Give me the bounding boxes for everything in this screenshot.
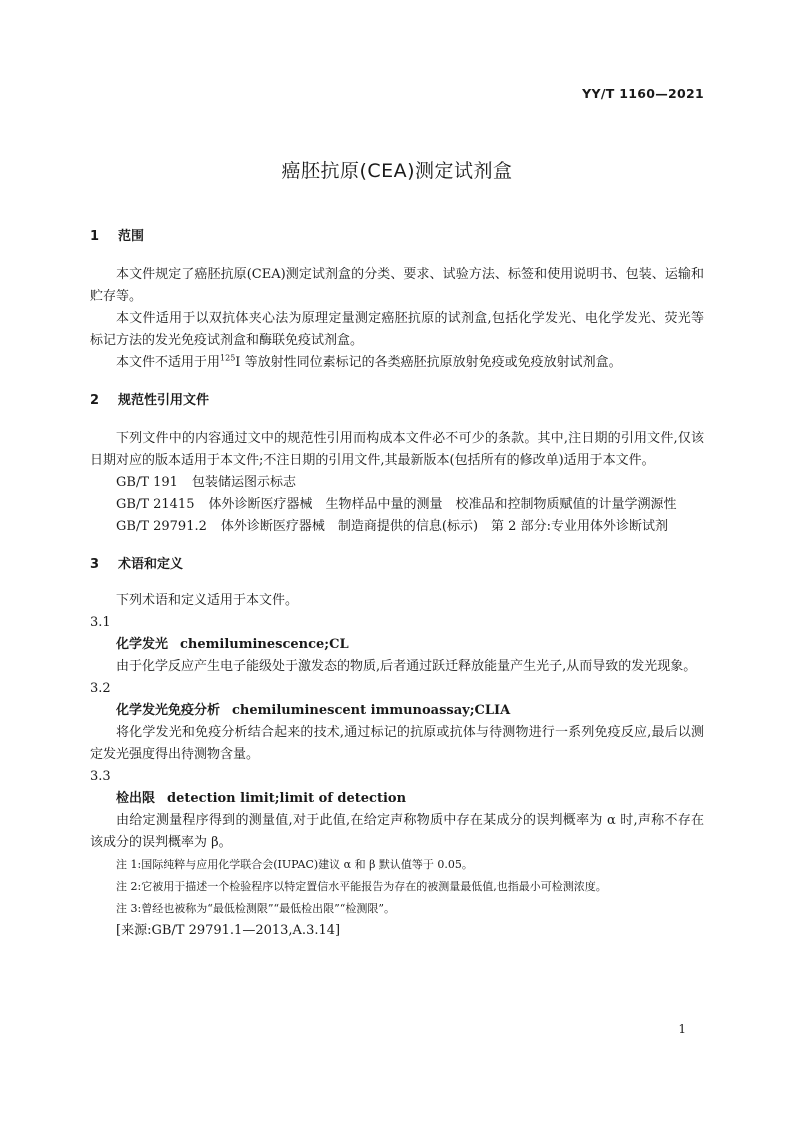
reference-title: 体外诊断医疗器械 生物样品中量的测量 校准品和控制物质赋值的计量学溯源性	[208, 497, 677, 512]
section-title: 术语和定义	[118, 557, 184, 572]
term-cn: 检出限	[116, 791, 156, 806]
note: 注 2:它被用于描述一个检验程序以特定置信水平能报告为存在的被测量最低值,也指最小可检测浓度。	[116, 880, 607, 893]
paragraph: 下列文件中的内容通过文中的规范性引用而构成本文件必不可少的条款。其中,注日期的引用文件,仅该日期对应的版本适用于本文件;不注日期的引用文件,其最新版本(包括所有的修改单)适用于本文件。	[90, 431, 704, 468]
reference-code: GB/T 191	[116, 475, 178, 490]
reference-title: 包装储运图示标志	[191, 475, 296, 490]
reference-item	[90, 472, 704, 494]
note: 注 3:曾经也被称为“最低检测限”“最低检出限”“检测限”。	[116, 902, 395, 915]
term-en: detection limit;limit of detection	[167, 791, 407, 806]
term-entry	[90, 788, 704, 810]
section-number: 3	[90, 557, 100, 572]
term-number: 3.2	[90, 681, 111, 696]
term-number: 3.1	[90, 615, 111, 630]
paragraph: 下列术语和定义适用于本文件。	[116, 593, 299, 608]
term-definition: 由给定测量程序得到的测量值,对于此值,在给定声称物质中存在某成分的误判概率为 α 时,声称不存在该成分的误判概率为 β。	[90, 813, 704, 850]
paragraph-text: 本文件不适用于用	[116, 355, 221, 370]
source-citation: [来源:GB/T 29791.1—2013,A.3.14]	[116, 923, 341, 938]
term-definition: 由于化学反应产生电子能级处于激发态的物质,后者通过跃迁释放能量产生光子,从而导致的发光现象。	[116, 659, 697, 674]
paragraph-text: I 等放射性同位素标记的各类癌胚抗原放射免疫或免疫放射试剂盒。	[235, 355, 622, 370]
term-cn: 化学发光	[116, 637, 169, 652]
term-number: 3.3	[90, 769, 111, 784]
section-heading-terms	[90, 554, 704, 576]
section-title: 范围	[118, 229, 145, 244]
document-title: 癌胚抗原(CEA)测定试剂盒	[281, 160, 513, 182]
isotope-superscript: 125	[220, 353, 236, 363]
reference-code: GB/T 21415	[116, 497, 195, 512]
term-definition: 将化学发光和免疫分析结合起来的技术,通过标记的抗原或抗体与待测物进行一系列免疫反应,最后以测定发光强度得出待测物含量。	[90, 725, 704, 762]
reference-item	[90, 494, 704, 516]
paragraph: 本文件适用于以双抗体夹心法为原理定量测定癌胚抗原的试剂盒,包括化学发光、电化学发光、荧光等标记方法的发光免疫试剂盒和酶联免疫试剂盒。	[90, 311, 704, 348]
paragraph: 本文件规定了癌胚抗原(CEA)测定试剂盒的分类、要求、试验方法、标签和使用说明书、包装、运输和贮存等。	[90, 267, 704, 304]
term-en: chemiluminescence;CL	[180, 637, 349, 652]
section-heading-normative-references	[90, 390, 704, 412]
term-en: chemiluminescent immunoassay;CLIA	[232, 703, 511, 718]
section-title: 规范性引用文件	[118, 393, 210, 408]
term-entry	[90, 700, 704, 722]
paragraph	[90, 352, 704, 374]
term-entry	[90, 634, 704, 656]
standard-code: YY/T 1160—2021	[582, 86, 704, 101]
term-cn: 化学发光免疫分析	[116, 703, 221, 718]
reference-title: 体外诊断医疗器械 制造商提供的信息(标示) 第 2 部分:专业用体外诊断试剂	[220, 519, 668, 534]
reference-item	[90, 516, 704, 538]
reference-code: GB/T 29791.2	[116, 519, 207, 534]
document-body	[90, 226, 704, 942]
section-number: 1	[90, 229, 100, 244]
note: 注 1:国际纯粹与应用化学联合会(IUPAC)建议 α 和 β 默认值等于 0.05。	[116, 858, 473, 871]
page-number: 1	[678, 1022, 686, 1036]
section-heading-scope	[90, 226, 704, 248]
section-number: 2	[90, 393, 100, 408]
